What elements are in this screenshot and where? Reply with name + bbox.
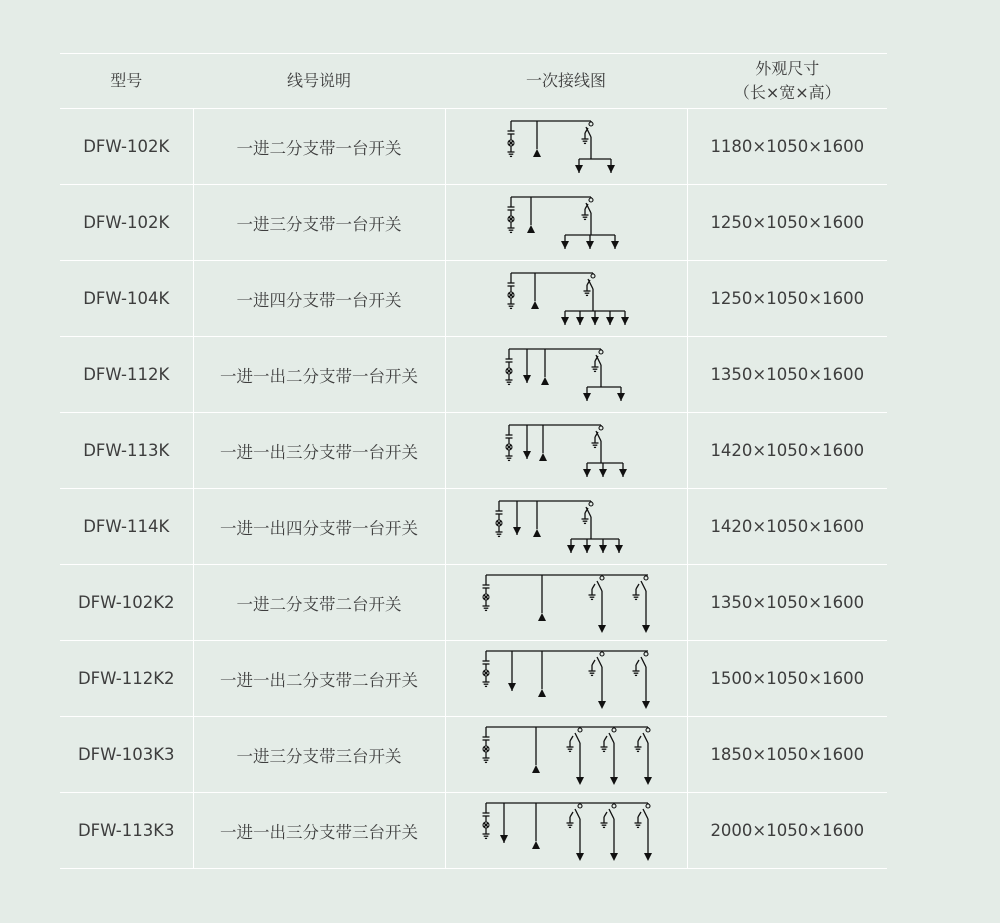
wiring-diagram: [476, 721, 656, 789]
outgoing-arrow: [591, 317, 599, 325]
wire-line: [641, 581, 646, 591]
diagram-cell: [445, 109, 687, 185]
wire-line: [643, 733, 648, 743]
cable-terminal-symbol: [527, 225, 535, 233]
wire-line: [604, 736, 607, 741]
cable-terminal-symbol: [541, 377, 549, 385]
outgoing-arrow: [611, 241, 619, 249]
outgoing-arrow: [598, 625, 606, 633]
outgoing-arrow: [621, 317, 629, 325]
table-row: [60, 109, 887, 185]
cable-terminal-symbol: [539, 453, 547, 461]
outgoing-arrow: [610, 777, 618, 785]
switch-contact: [612, 804, 616, 808]
size-cell: 1500×1050×1600: [687, 641, 887, 717]
switch-contact: [600, 652, 604, 656]
table-row: [60, 261, 887, 337]
wire-line: [596, 355, 601, 365]
spec-table: [60, 53, 887, 869]
switch-contact: [591, 274, 595, 278]
wire-line: [588, 279, 593, 289]
outgoing-arrow: [644, 853, 652, 861]
outgoing-arrow: [523, 375, 531, 383]
outgoing-arrow: [576, 777, 584, 785]
model-cell: DFW-103K3: [60, 717, 193, 793]
size-cell: 1350×1050×1600: [687, 565, 887, 641]
switch-contact: [589, 122, 593, 126]
diagram-cell: [445, 185, 687, 261]
outgoing-arrow: [644, 777, 652, 785]
outgoing-arrow: [599, 469, 607, 477]
header-model: 型号: [60, 54, 193, 109]
table-row: [60, 793, 887, 869]
cable-terminal-symbol: [533, 149, 541, 157]
switch-contact: [644, 576, 648, 580]
wire-line: [636, 584, 639, 589]
wiring-diagram: [501, 265, 631, 333]
outgoing-arrow: [586, 241, 594, 249]
model-cell: DFW-102K: [60, 109, 193, 185]
description-cell: 一进二分支带一台开关: [193, 109, 445, 185]
wire-line: [597, 581, 602, 591]
switch-contact: [599, 426, 603, 430]
wire-line: [592, 584, 595, 589]
wire-line: [638, 736, 641, 741]
outgoing-arrow: [500, 835, 508, 843]
cable-terminal-symbol: [533, 529, 541, 537]
switch-contact: [646, 728, 650, 732]
wire-line: [638, 812, 641, 817]
outgoing-arrow: [561, 317, 569, 325]
wiring-diagram: [501, 189, 631, 257]
description-cell: 一进一出四分支带一台开关: [193, 489, 445, 565]
outgoing-arrow: [583, 545, 591, 553]
description-cell: 一进四分支带一台开关: [193, 261, 445, 337]
model-cell: DFW-112K: [60, 337, 193, 413]
switch-contact: [578, 728, 582, 732]
size-cell: 1420×1050×1600: [687, 413, 887, 489]
wiring-diagram: [476, 569, 656, 637]
diagram-cell: [445, 337, 687, 413]
size-cell: 1250×1050×1600: [687, 185, 887, 261]
outgoing-arrow: [513, 527, 521, 535]
cable-terminal-symbol: [531, 301, 539, 309]
cable-terminal-symbol: [532, 765, 540, 773]
switch-contact: [612, 728, 616, 732]
wire-line: [636, 660, 639, 665]
model-cell: DFW-112K2: [60, 641, 193, 717]
outgoing-arrow: [561, 241, 569, 249]
table-row: [60, 565, 887, 641]
switch-contact: [589, 502, 593, 506]
model-cell: DFW-114K: [60, 489, 193, 565]
description-cell: 一进一出三分支带三台开关: [193, 793, 445, 869]
cable-terminal-symbol: [538, 689, 546, 697]
cable-terminal-symbol: [532, 841, 540, 849]
header-size: [687, 54, 887, 109]
outgoing-arrow: [583, 393, 591, 401]
wire-line: [609, 733, 614, 743]
wire-line: [575, 809, 580, 819]
description-cell: 一进三分支带三台开关: [193, 717, 445, 793]
switch-contact: [600, 576, 604, 580]
outgoing-arrow: [642, 701, 650, 709]
wiring-diagram: [476, 797, 656, 865]
diagram-cell: [445, 793, 687, 869]
size-cell: 1420×1050×1600: [687, 489, 887, 565]
model-cell: DFW-102K2: [60, 565, 193, 641]
table-row: [60, 489, 887, 565]
outgoing-arrow: [617, 393, 625, 401]
wiring-diagram: [501, 417, 631, 485]
wire-line: [643, 809, 648, 819]
table-row: [60, 717, 887, 793]
table-row: [60, 337, 887, 413]
header-size-title: 外观尺寸: [755, 59, 820, 78]
outgoing-arrow: [610, 853, 618, 861]
diagram-cell: [445, 261, 687, 337]
wire-line: [586, 507, 591, 517]
model-cell: DFW-113K: [60, 413, 193, 489]
description-cell: 一进一出二分支带一台开关: [193, 337, 445, 413]
wire-line: [596, 431, 601, 441]
table-row: [60, 185, 887, 261]
wire-line: [575, 733, 580, 743]
diagram-cell: [445, 717, 687, 793]
diagram-cell: [445, 565, 687, 641]
wire-line: [586, 127, 591, 137]
wire-line: [586, 203, 591, 213]
description-cell: 一进一出二分支带二台开关: [193, 641, 445, 717]
model-cell: DFW-104K: [60, 261, 193, 337]
wire-line: [597, 657, 602, 667]
table-header-row: [60, 54, 887, 109]
size-cell: 1350×1050×1600: [687, 337, 887, 413]
model-cell: DFW-102K: [60, 185, 193, 261]
size-cell: 1250×1050×1600: [687, 261, 887, 337]
outgoing-arrow: [567, 545, 575, 553]
wire-line: [592, 660, 595, 665]
cable-terminal-symbol: [538, 613, 546, 621]
outgoing-arrow: [583, 469, 591, 477]
size-cell: 1850×1050×1600: [687, 717, 887, 793]
table-row: [60, 641, 887, 717]
outgoing-arrow: [523, 451, 531, 459]
wire-line: [570, 736, 573, 741]
wiring-diagram: [501, 341, 631, 409]
switch-contact: [646, 804, 650, 808]
diagram-cell: [445, 489, 687, 565]
outgoing-arrow: [508, 683, 516, 691]
description-cell: 一进一出三分支带一台开关: [193, 413, 445, 489]
diagram-cell: [445, 641, 687, 717]
outgoing-arrow: [598, 701, 606, 709]
wire-line: [570, 812, 573, 817]
header-size-dims: （长×宽×高）: [733, 83, 841, 102]
outgoing-arrow: [607, 165, 615, 173]
size-cell: 2000×1050×1600: [687, 793, 887, 869]
size-cell: 1180×1050×1600: [687, 109, 887, 185]
wiring-diagram: [501, 113, 631, 181]
outgoing-arrow: [615, 545, 623, 553]
model-cell: DFW-113K3: [60, 793, 193, 869]
switch-contact: [599, 350, 603, 354]
switch-contact: [644, 652, 648, 656]
outgoing-arrow: [599, 545, 607, 553]
header-diagram: 一次接线图: [445, 54, 687, 109]
description-cell: 一进三分支带一台开关: [193, 185, 445, 261]
wire-line: [641, 657, 646, 667]
wiring-diagram: [491, 493, 641, 561]
switch-contact: [578, 804, 582, 808]
wiring-diagram: [476, 645, 656, 713]
outgoing-arrow: [576, 853, 584, 861]
description-cell: 一进二分支带二台开关: [193, 565, 445, 641]
header-description: 线号说明: [193, 54, 445, 109]
outgoing-arrow: [619, 469, 627, 477]
outgoing-arrow: [576, 317, 584, 325]
diagram-cell: [445, 413, 687, 489]
switch-contact: [589, 198, 593, 202]
table-row: [60, 413, 887, 489]
wire-line: [609, 809, 614, 819]
outgoing-arrow: [642, 625, 650, 633]
outgoing-arrow: [606, 317, 614, 325]
outgoing-arrow: [575, 165, 583, 173]
wire-line: [604, 812, 607, 817]
